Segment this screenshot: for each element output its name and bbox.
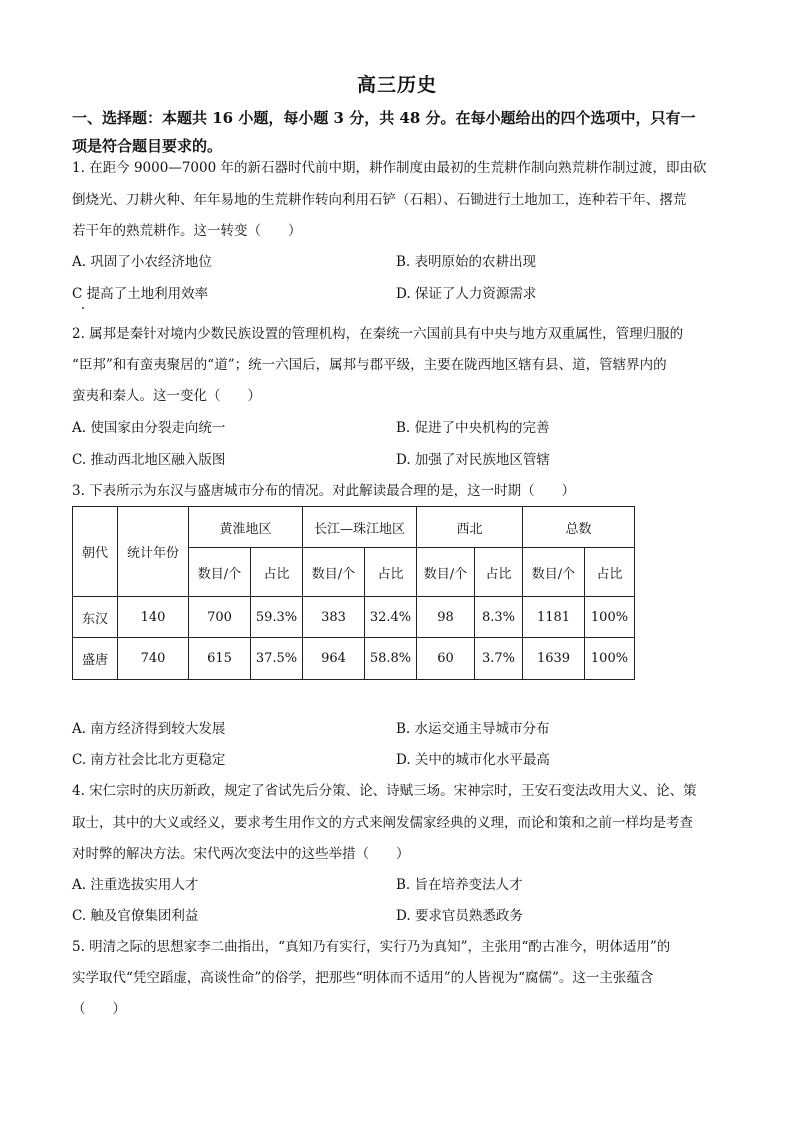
table-row xyxy=(73,597,635,638)
question-4-stem-line: 4. 宋仁宗时的庆历新政，规定了省试先后分策、论、诗赋三场。宋神宗时，王安石变法改用大义、论、策 xyxy=(72,783,697,799)
table-cell: 964 xyxy=(303,638,365,680)
question-3-stem-line: 3. 下表所示为东汉与盛唐城市分布的情况。对此解读最合理的是，这一时期（ ） xyxy=(72,483,576,499)
question-4-option-d: D. 要求官员熟悉政务 xyxy=(396,908,523,924)
header-region-total: 总数 xyxy=(523,507,635,548)
question-1-option-b: B. 表明原始的农耕出现 xyxy=(396,254,537,270)
header-region-huanghuai: 黄淮地区 xyxy=(189,507,303,548)
table-cell: 3.7% xyxy=(475,638,523,680)
question-1-stem-line: 若干年的熟荒耕作。这一转变（ ） xyxy=(72,223,302,239)
header-year: 统计年份 xyxy=(118,507,189,597)
question-5-stem-line: 实学取代“凭空蹈虚，高谈性命”的俗学，把那些“明体而不适用”的人皆视为“腐儒”。这一主张蕴含 xyxy=(72,970,654,986)
question-2-option-d: D. 加强了对民族地区管辖 xyxy=(396,452,550,468)
table-cell: 58.8% xyxy=(365,638,417,680)
question-4-stem-line: 取士，其中的大义或经义，要求考生用作文的方式来阐发儒家经典的义理，而论和策和之前一样均是考查 xyxy=(72,815,693,831)
subheader-count: 数目/个 xyxy=(303,548,365,597)
section-heading-line: 项是符合题目要求的。 xyxy=(72,137,223,155)
question-3-option-b: B. 水运交通主导城市分布 xyxy=(396,721,550,737)
subheader-count: 数目/个 xyxy=(189,548,251,597)
table-cell: 32.4% xyxy=(365,597,417,638)
table-cell-dynasty: 东汉 xyxy=(73,597,118,638)
question-2-stem-line: “臣邦”和有蛮夷聚居的“道”；统一六国后，属邦与郡平级，主要在陇西地区辖有县、道，管辖界内的 xyxy=(72,357,667,373)
table-cell-dynasty: 盛唐 xyxy=(73,638,118,680)
question-1-stem-line: 倒烧光、刀耕火种、年年易地的生荒耕作转向利用石铲（石耜）、石锄进行土地加工，连种若干年、撂荒 xyxy=(72,192,687,208)
question-2-stem-line: 2. 属邦是秦针对境内少数民族设置的管理机构，在秦统一六国前具有中央与地方双重属性，管理归服的 xyxy=(72,326,684,342)
subheader-ratio: 占比 xyxy=(585,548,635,597)
question-4-option-a: A. 注重选拔实用人才 xyxy=(72,877,199,893)
question-2-option-b: B. 促进了中央机构的完善 xyxy=(396,420,550,436)
question-2-option-c: C. 推动西北地区融入版图 xyxy=(72,452,226,468)
table-cell: 615 xyxy=(189,638,251,680)
question-1-stem-line: 1. 在距今 9000—7000 年的新石器时代前中期，耕作制度由最初的生荒耕作制向熟荒耕作制过渡，即由砍 xyxy=(72,160,707,176)
subheader-ratio: 占比 xyxy=(251,548,303,597)
subheader-ratio: 占比 xyxy=(365,548,417,597)
question-3-option-a: A. 南方经济得到较大发展 xyxy=(72,721,226,737)
table-cell: 59.3% xyxy=(251,597,303,638)
question-5-stem-line: （ ） xyxy=(72,1001,126,1017)
header-region-changjiang: 长江—珠江地区 xyxy=(303,507,417,548)
section-heading xyxy=(72,104,722,160)
question-4-stem-line: 对时弊的解决方法。宋代两次变法中的这些举措（ ） xyxy=(72,846,410,862)
subheader-count: 数目/个 xyxy=(417,548,475,597)
stray-dot-mark xyxy=(82,307,84,309)
subheader-count: 数目/个 xyxy=(523,548,585,597)
header-region-xibei: 西北 xyxy=(417,507,523,548)
table-row xyxy=(73,638,635,680)
section-heading-line: 一、选择题：本题共 16 小题，每小题 3 分，共 48 分。在每小题给出的四个选项中，只有一 xyxy=(72,109,696,127)
table-cell: 60 xyxy=(417,638,475,680)
question-2-stem-line: 蛮夷和秦人。这一变化（ ） xyxy=(72,388,261,404)
table-cell-year: 140 xyxy=(118,597,189,638)
header-dynasty: 朝代 xyxy=(73,507,118,597)
table-cell: 100% xyxy=(585,597,635,638)
table-cell: 100% xyxy=(585,638,635,680)
table-cell: 1639 xyxy=(523,638,585,680)
table-cell: 700 xyxy=(189,597,251,638)
question-3-option-c: C. 南方社会比北方更稳定 xyxy=(72,752,226,768)
question-1-option-a: A. 巩固了小农经济地位 xyxy=(72,254,212,270)
question-1-option-d: D. 保证了人力资源需求 xyxy=(396,286,537,302)
question-1-option-c: C 提高了土地利用效率 xyxy=(72,286,209,302)
table-cell: 98 xyxy=(417,597,475,638)
subheader-ratio: 占比 xyxy=(475,548,523,597)
table-cell: 8.3% xyxy=(475,597,523,638)
question-4-option-c: C. 触及官僚集团利益 xyxy=(72,908,199,924)
table-cell: 383 xyxy=(303,597,365,638)
page-title: 高三历史 xyxy=(356,74,437,96)
table-cell: 1181 xyxy=(523,597,585,638)
table-cell-year: 740 xyxy=(118,638,189,680)
question-2-option-a: A. 使国家由分裂走向统一 xyxy=(72,420,226,436)
table-cell: 37.5% xyxy=(251,638,303,680)
city-distribution-table xyxy=(72,506,635,680)
question-3-option-d: D. 关中的城市化水平最高 xyxy=(396,752,550,768)
question-5-stem-line: 5. 明清之际的思想家李二曲指出，“真知乃有实行，实行乃为真知”，主张用“酌古准今，明体适用”的 xyxy=(72,939,671,955)
question-4-option-b: B. 旨在培养变法人才 xyxy=(396,877,523,893)
